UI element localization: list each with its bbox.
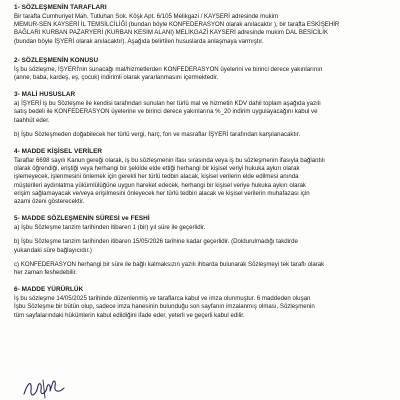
text-line: Taraflar 6698 sayılı Kanun gereği olarak, iş bu sözleşmenin ifası sırasında veya iş bu sözleşmenin ifasıyla bağlantılı <box>14 157 325 165</box>
section-heading: 4- MADDE KİŞİSEL VERİLER <box>14 148 103 156</box>
section-text <box>14 13 386 46</box>
text-line: b) İşbu Sözleşme tanzim tarihinden itibaren 15/05/2026 tarihine kadar geçerlidir. (Doldurulmadığı takdirde <box>14 238 298 246</box>
clause-b <box>14 238 386 254</box>
text-line: Bir tarafta Cumhuriyet Mah. Tutluhan Sok. Köşk Apt. 6/105 Melikgazi / KAYSERİ adresinde mukim <box>14 13 279 20</box>
text-line: (bundan böyle İŞYERİ olarak anılacaktır). Aşağıda belirtilen hususlarda anlaşmaya varmıştır. <box>14 37 264 45</box>
text-line: (anne, baba, kardeş, eş, çocuk) indirimli olarak yararlanmasını içermektedir. <box>14 74 219 82</box>
text-line: azami özeni gösterecektir. <box>14 198 85 206</box>
text-line: İş bu sözleşme, İŞYERİ'nin sunacağı mal/hizmetlerden KONFEDERASYON üyelerini ve birinci derece yakınlarının <box>14 65 323 73</box>
section-subject <box>14 57 386 82</box>
section-heading: 5- MADDE SÖZLEŞMENİN SÜRESİ ve FESHİ <box>14 215 150 223</box>
section-text <box>14 295 386 320</box>
text-line: müşterileri aydınlatma yükümlülüğüne uygun hareket edecek, herhangi bir kişisel veriye hukuka aykırı olarak <box>14 181 306 189</box>
text-line: b) İşbu Sözleşmeden doğabilecek her türlü vergi, harç, fon ve masraflar İŞYERİ tarafından karşılanacaktır. <box>14 130 301 138</box>
clause-a <box>14 224 386 232</box>
section-heading: 6- MADDE YÜRÜRLÜK <box>14 286 84 294</box>
text-line: işlemeyecek, işlenmesini önlemek için gerekli her türlü tedbiri alacak, kişisel verilerin elde edilmesi anında <box>14 173 299 181</box>
section-heading: 3- MALİ HUSUSLAR <box>14 91 76 99</box>
text-line: her zaman feshedebilir. <box>14 269 78 277</box>
text-line: tüm sayfalarındaki hükümlerin kabul edildiğini ifade eder, yeterli ve geçerli kabul edilir. <box>14 311 245 319</box>
text-line: taahhüt eder. <box>14 116 50 124</box>
section-financial <box>14 91 386 139</box>
text-line: c) KONFEDERASYON herhangi bir süre ile bağlı kalmaksızın yazılı ihbarda bulunarak Sözleşmeyi tek taraflı olarak <box>14 260 325 268</box>
section-heading: 2- SÖZLEŞMENİN KONUSU <box>14 56 99 64</box>
text-line: erişim sağlamayacak ve/veya erişilmesini önleyecek her türlü tedbiri alacak ve kişisel verilerin muhafazası için <box>14 189 310 197</box>
text-line: İş bu sözleşme 14/05/2025 tarihinde düzenlenmiş ve taraflarca kabul ve imza olunmuştur. 6 maddeden oluşan <box>14 295 311 303</box>
section-personal-data <box>14 148 386 206</box>
text-line: İşbu Sözleşme bir bütün olup, sadece imza hanesinin bulunduğu son sayfanın imzalanmış olması, Sözleşmenin <box>14 303 315 311</box>
section-effectiveness <box>14 286 386 320</box>
section-term-termination <box>14 215 386 277</box>
clause-a <box>14 100 386 125</box>
text-line: olarak öğrendiği, eriştiği veya herhangi bir şekilde elde ettiği herhangi bir kişisel veriyi hukuka aykırı olarak <box>14 165 300 173</box>
text-line: a) İŞYERİ iş bu Sözleşme ile kendisi tarafından sunulan her türlü mal ve hizmetin KDV dahil toplam aşağıda yazılı <box>14 100 321 108</box>
text-line: satış bedeli ile KONFEDERASYON üyelerine ve birinci derece yakınlarına %_20 indirim uygulayacağını kabul ve <box>14 108 318 116</box>
section-heading: 1- SÖZLEŞMENİN TARAFLARI <box>14 4 107 11</box>
section-text <box>14 157 386 206</box>
section-parties <box>14 4 386 46</box>
text-line: yukarıdaki süre bağlayıcıdır.) <box>14 246 92 254</box>
section-text <box>14 66 386 82</box>
text-line: MEMUR-SEN KAYSERİ İL TEMSİLCİLİĞİ (bundan böyle KONFEDERASYON olarak anılacaktır ), bir tarafta ESKİŞEHİR <box>14 21 340 29</box>
clause-c <box>14 261 386 277</box>
text-line: a) İşbu Sözleşme tanzim tarihinden itibaren 1 (bir) yıl süre ile geçerlidir. <box>14 224 206 232</box>
handwritten-signature-icon <box>20 378 80 400</box>
clause-b <box>14 131 386 139</box>
text-line: BAĞLARI KURBAN PAZARYERİ (KURBAN KESİM ALANI) MELİKGAZİ KAYSERİ adresinde mukim DAL BESİCİLİK <box>14 29 329 37</box>
